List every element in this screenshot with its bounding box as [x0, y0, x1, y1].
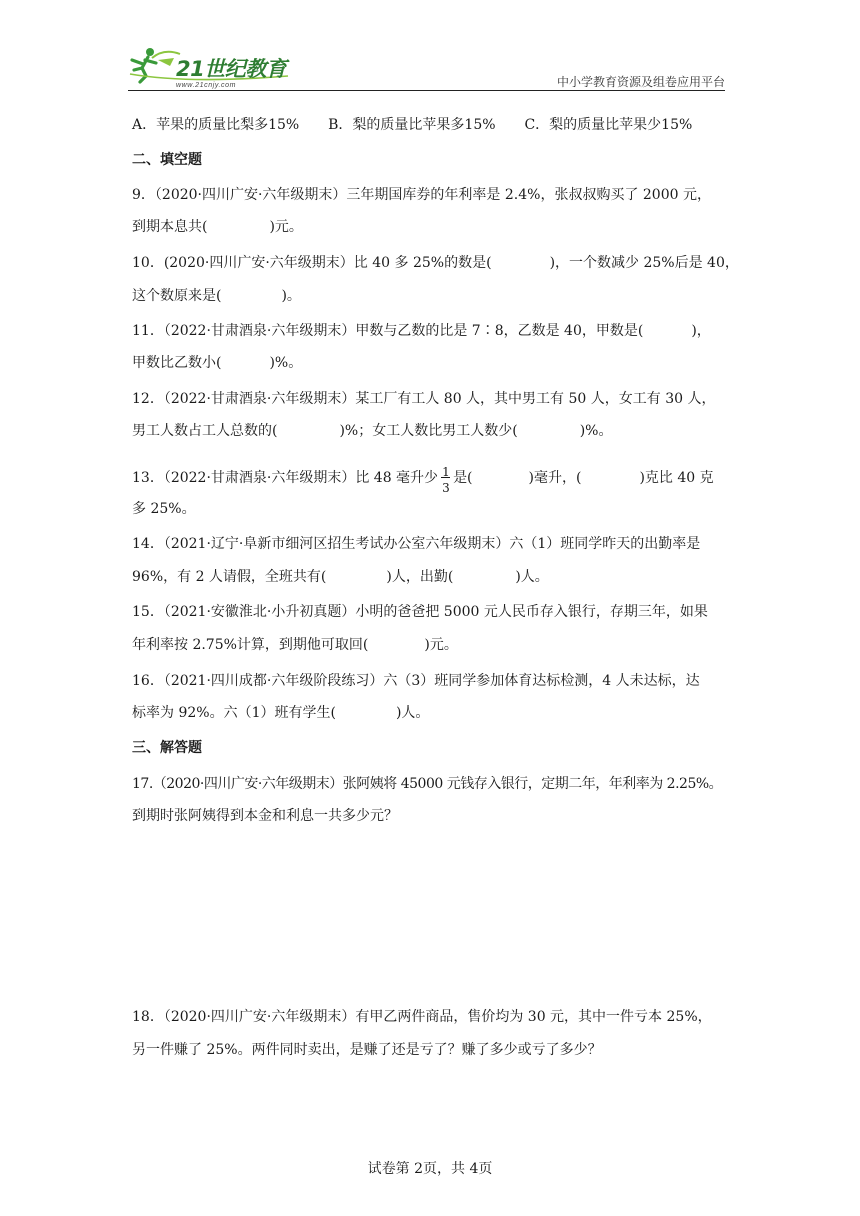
- q18-line-2: 另一件赚了 25%。两件同时卖出，是赚了还是亏了？赚了多少或亏了多少？: [132, 1042, 602, 1058]
- q9-line-2: [132, 217, 303, 237]
- q14-line-1: 14．（2021·辽宁·阜新市细河区招生考试办公室六年级期末）六（1）班同学昨天的出勤率是: [132, 536, 701, 552]
- q13-text-b: 是(: [453, 470, 473, 486]
- q10-text-b: )，一个数减少 25%后是 40，: [549, 255, 739, 271]
- header-divider: [128, 90, 725, 91]
- q12-line-2: [132, 421, 612, 441]
- q14-text-a: 96%，有 2 人请假，全班共有(: [132, 569, 327, 585]
- fraction-numerator: 1: [442, 465, 450, 479]
- q11-text-a: 11．（2022·甘肃酒泉·六年级期末）甲数与乙数的比是 7∶8，乙数是 40，甲数是(: [132, 323, 644, 339]
- q13-fraction: [440, 462, 451, 494]
- header-tagline: 中小学教育资源及组卷应用平台: [556, 75, 725, 89]
- q18-line-1: 18．（2020·四川广安·六年级期末）有甲乙两件商品，售价均为 30 元，其中一件亏本 25%，: [132, 1009, 712, 1025]
- q8-options: [132, 115, 692, 135]
- q14-text-b: )人，出勤(: [386, 569, 454, 585]
- q12-text-c: )%。: [579, 423, 613, 439]
- q15-text-a: 年利率按 2.75%计算，到期他可取回(: [132, 637, 369, 653]
- q10-line-2: [132, 286, 301, 306]
- q8-option-a: A．苹果的质量比梨多15%: [132, 117, 300, 133]
- page-footer: 试卷第 2页，共 4页: [367, 1161, 493, 1177]
- q12-text-a: 男工人数占工人总数的(: [132, 423, 278, 439]
- q15-text-b: )元。: [424, 637, 458, 653]
- q14-text-c: )人。: [515, 569, 549, 585]
- q11-line-1: [132, 321, 711, 341]
- q17-line-1: 17.（2020·四川广安·六年级期末）张阿姨将 45000 元钱存入银行，定期二年，年利率为 2.25%。: [132, 776, 723, 792]
- q13-line-1: [132, 462, 714, 494]
- q8-option-b: B．梨的质量比苹果多15%: [328, 117, 496, 133]
- q11-text-d: )%。: [269, 355, 303, 371]
- q17-line-2: 到期时张阿姨得到本金和利息一共多少元？: [132, 808, 398, 824]
- q16-line-1: 16．（2021·四川成都·六年级阶段练习）六（3）班同学参加体育达标检测，4 人未达标，达: [132, 673, 700, 689]
- q16-text-a: 标率为 92%。六（1）班有学生(: [132, 705, 336, 721]
- q13-text-d: )克比 40 克: [639, 470, 714, 486]
- q9-unit: )元。: [269, 219, 303, 235]
- q11-text-b: )，: [691, 323, 711, 339]
- logo-url: www.21cnjy.com: [176, 82, 237, 89]
- q11-line-2: [132, 353, 302, 373]
- site-logo[interactable]: [128, 44, 298, 90]
- q15-line-1: 15．（2021·安徽淮北·小升初真题）小明的爸爸把 5000 元人民币存入银行，存期三年，如果: [132, 604, 708, 620]
- q17-answer-area[interactable]: [132, 840, 722, 1000]
- page-header: [128, 38, 725, 90]
- q12-text-b: )%；女工人数比男工人数少(: [339, 423, 518, 439]
- section-heading-fill-in: 二、填空题: [132, 152, 202, 168]
- fraction-denominator: 3: [442, 481, 450, 495]
- q8-option-c: C．梨的质量比苹果少15%: [524, 117, 693, 133]
- q9-line-1: 9．（2020·四川广安·六年级期末）三年期国库券的年利率是 2.4%，张叔叔购买了 2000 元，: [132, 187, 711, 203]
- q14-line-2: [132, 567, 549, 587]
- q13-text-a: 13．（2022·甘肃酒泉·六年级期末）比 48 毫升少: [132, 470, 439, 486]
- q10-line-1: [132, 253, 739, 273]
- q10-text-d: )。: [281, 288, 301, 304]
- q10-text-a: 10．(2020·四川广安·六年级期末）比 40 多 25%的数是(: [132, 255, 492, 271]
- q13-text-c: )毫升，(: [528, 470, 582, 486]
- q9-text: 到期本息共(: [132, 219, 208, 235]
- q10-text-c: 这个数原来是(: [132, 288, 222, 304]
- q15-line-2: [132, 635, 458, 655]
- q11-text-c: 甲数比乙数小(: [132, 355, 222, 371]
- q16-line-2: [132, 703, 429, 723]
- q12-line-1: 12．（2022·甘肃酒泉·六年级期末）某工厂有工人 80 人，其中男工有 50 人，女工有 30 人，: [132, 391, 716, 407]
- q13-line-2: 多 25%。: [132, 501, 196, 517]
- q16-text-b: )人。: [395, 705, 430, 721]
- logo-text: 21世纪教育: [176, 57, 287, 81]
- section-heading-solve: 三、解答题: [132, 740, 202, 756]
- q18-answer-area[interactable]: [132, 1072, 722, 1142]
